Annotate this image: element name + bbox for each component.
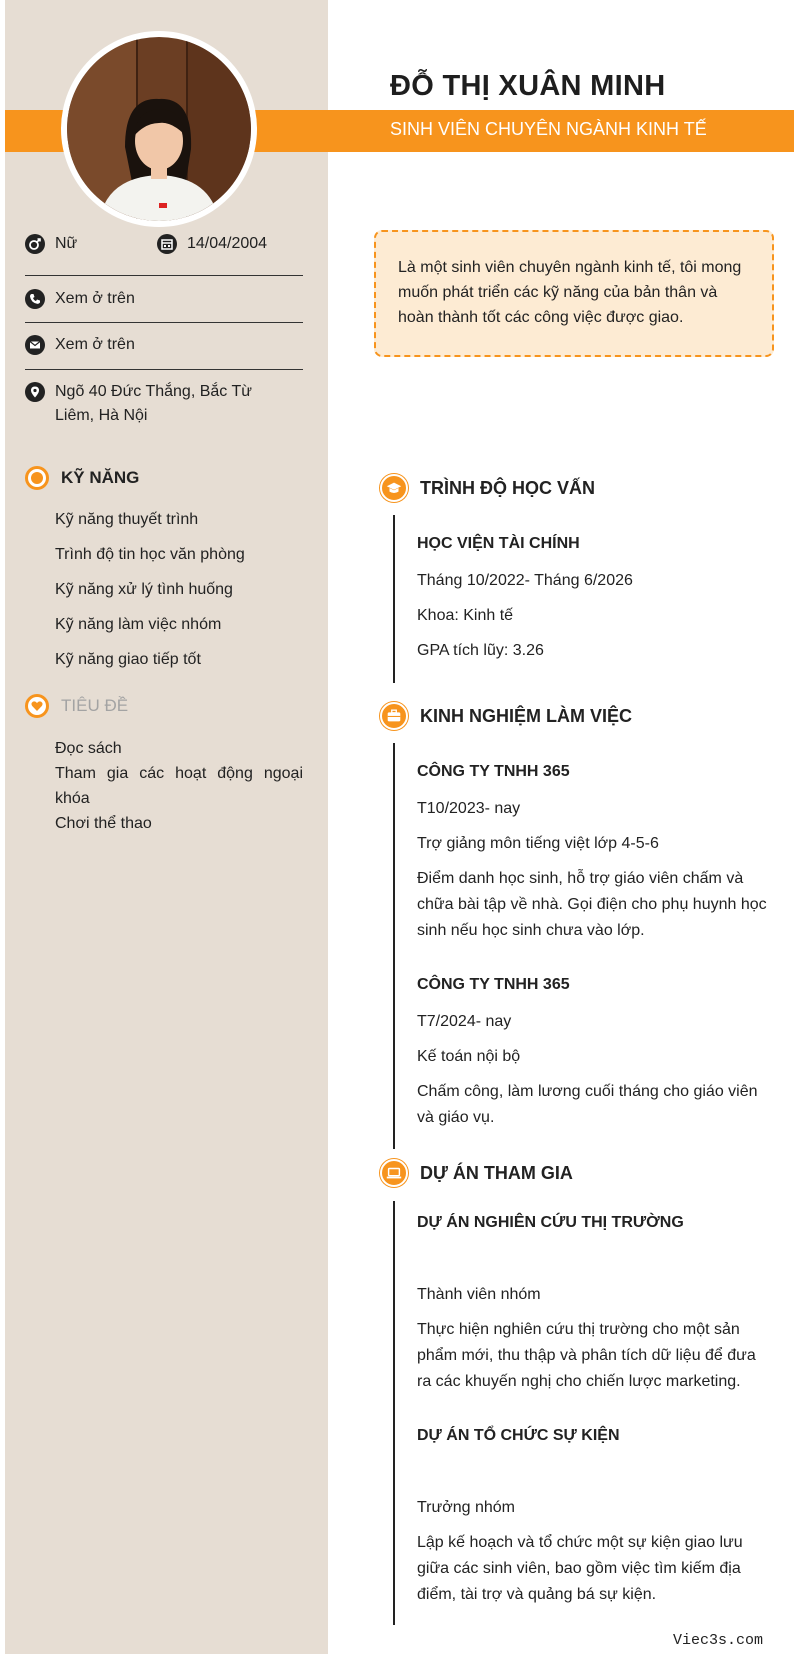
address-line-1: Ngõ 40 Đức Thắng, Bắc Từ [55, 383, 252, 400]
project-name: DỰ ÁN TỔ CHỨC SỰ KIỆN [417, 1427, 620, 1444]
projects-heading-text: DỰ ÁN THAM GIA [420, 1162, 573, 1183]
timeline-line [393, 1201, 395, 1625]
skill-item: Kỹ năng thuyết trình [55, 511, 199, 528]
graduation-cap-icon [380, 474, 408, 502]
job-company: CÔNG TY TNHH 365 [417, 976, 570, 993]
skill-item: Kỹ năng xử lý tình huống [55, 581, 233, 598]
job-company: CÔNG TY TNHH 365 [417, 763, 570, 780]
heart-icon [25, 694, 49, 718]
job-entry [417, 760, 767, 944]
footer-watermark: Viec3s.com [672, 1632, 763, 1649]
job-description: Điểm danh học sinh, hỗ trợ giáo viên chấm và chữa bài tập về nhà. Gọi điện cho phụ huynh học sinh nếu học sinh chưa vào lớp. [417, 870, 767, 939]
divider [25, 322, 303, 323]
project-entry [417, 1424, 767, 1608]
skills-list [55, 502, 303, 677]
timeline-line [393, 743, 395, 1149]
job-role: Kế toán nội bộ [417, 1048, 521, 1065]
timeline-line [393, 515, 395, 683]
education-entry [417, 532, 767, 664]
skills-heading-text: KỸ NĂNG [61, 468, 140, 487]
project-name: DỰ ÁN NGHIÊN CỨU THỊ TRƯỜNG [417, 1214, 684, 1231]
avatar [61, 31, 257, 227]
project-role: Trưởng nhóm [417, 1499, 515, 1516]
address-row [25, 380, 303, 428]
email-row [25, 333, 303, 357]
education-heading-text: TRÌNH ĐỘ HỌC VẤN [420, 477, 595, 498]
laptop-icon [380, 1159, 408, 1187]
profile-photo [67, 37, 251, 221]
job-time: T7/2024- nay [417, 1013, 512, 1030]
briefcase-icon [380, 702, 408, 730]
candidate-name: ĐỖ THỊ XUÂN MINH [390, 70, 666, 102]
job-entry [417, 973, 767, 1131]
skills-heading [25, 465, 139, 491]
birthday-item [157, 232, 267, 256]
education-heading [380, 473, 595, 503]
project-entry [417, 1211, 767, 1395]
hobby-item: Đọc sách [55, 740, 122, 757]
phone-icon [25, 289, 45, 309]
hobbies-heading-text: TIÊU ĐỀ [61, 696, 129, 715]
phone-value: Xem ở trên [55, 290, 135, 307]
skill-item: Kỹ năng làm việc nhóm [55, 616, 222, 633]
education-time: Tháng 10/2022- Tháng 6/2026 [417, 572, 633, 589]
job-role: Trợ giảng môn tiếng việt lớp 4-5-6 [417, 835, 659, 852]
address-line-2: Liêm, Hà Nội [55, 407, 148, 424]
project-role: Thành viên nhóm [417, 1286, 541, 1303]
skill-item: Kỹ năng giao tiếp tốt [55, 651, 201, 668]
project-description: Thực hiện nghiên cứu thị trường cho một sản phẩm mới, thu thập và phân tích dữ liệu để đưa ra các khuyến nghị cho chiến lược marketing. [417, 1321, 756, 1390]
birthday-value: 14/04/2004 [187, 235, 268, 252]
gender-birthday-row [25, 232, 303, 256]
email-value: Xem ở trên [55, 336, 135, 353]
experience-heading-text: KINH NGHIỆM LÀM VIỆC [420, 705, 633, 726]
location-pin-icon [25, 382, 45, 402]
hobby-item: Tham gia các hoạt động ngoại khóa [55, 765, 303, 807]
gender-item [25, 232, 165, 256]
gender-icon [25, 234, 45, 254]
education-faculty: Khoa: Kinh tế [417, 607, 514, 624]
projects-heading [380, 1158, 573, 1188]
hobbies-list [55, 736, 303, 836]
school-name: HỌC VIỆN TÀI CHÍNH [417, 535, 580, 552]
project-description: Lập kế hoạch và tổ chức một sự kiện giao lưu giữa các sinh viên, bao gồm việc tìm kiếm địa điểm, tài trợ và quảng bá sự kiện. [417, 1534, 743, 1603]
target-icon [25, 466, 49, 490]
education-gpa: GPA tích lũy: 3.26 [417, 642, 544, 659]
gender-value: Nữ [55, 235, 78, 252]
divider [25, 275, 303, 276]
job-time: T10/2023- nay [417, 800, 521, 817]
candidate-title: SINH VIÊN CHUYÊN NGÀNH KINH TẾ [390, 119, 707, 139]
email-icon [25, 335, 45, 355]
career-objective: Là một sinh viên chuyên ngành kinh tế, tôi mong muốn phát triển các kỹ năng của bản thân và hoàn thành tốt các công việc được giao. [374, 230, 774, 357]
hobbies-heading [25, 693, 128, 719]
experience-heading [380, 701, 632, 731]
job-description: Chấm công, làm lương cuối tháng cho giáo viên và giáo vụ. [417, 1083, 758, 1126]
phone-row [25, 287, 303, 311]
skill-item: Trình độ tin học văn phòng [55, 546, 245, 563]
hobby-item: Chơi thể thao [55, 815, 152, 832]
divider [25, 369, 303, 370]
calendar-icon [157, 234, 177, 254]
